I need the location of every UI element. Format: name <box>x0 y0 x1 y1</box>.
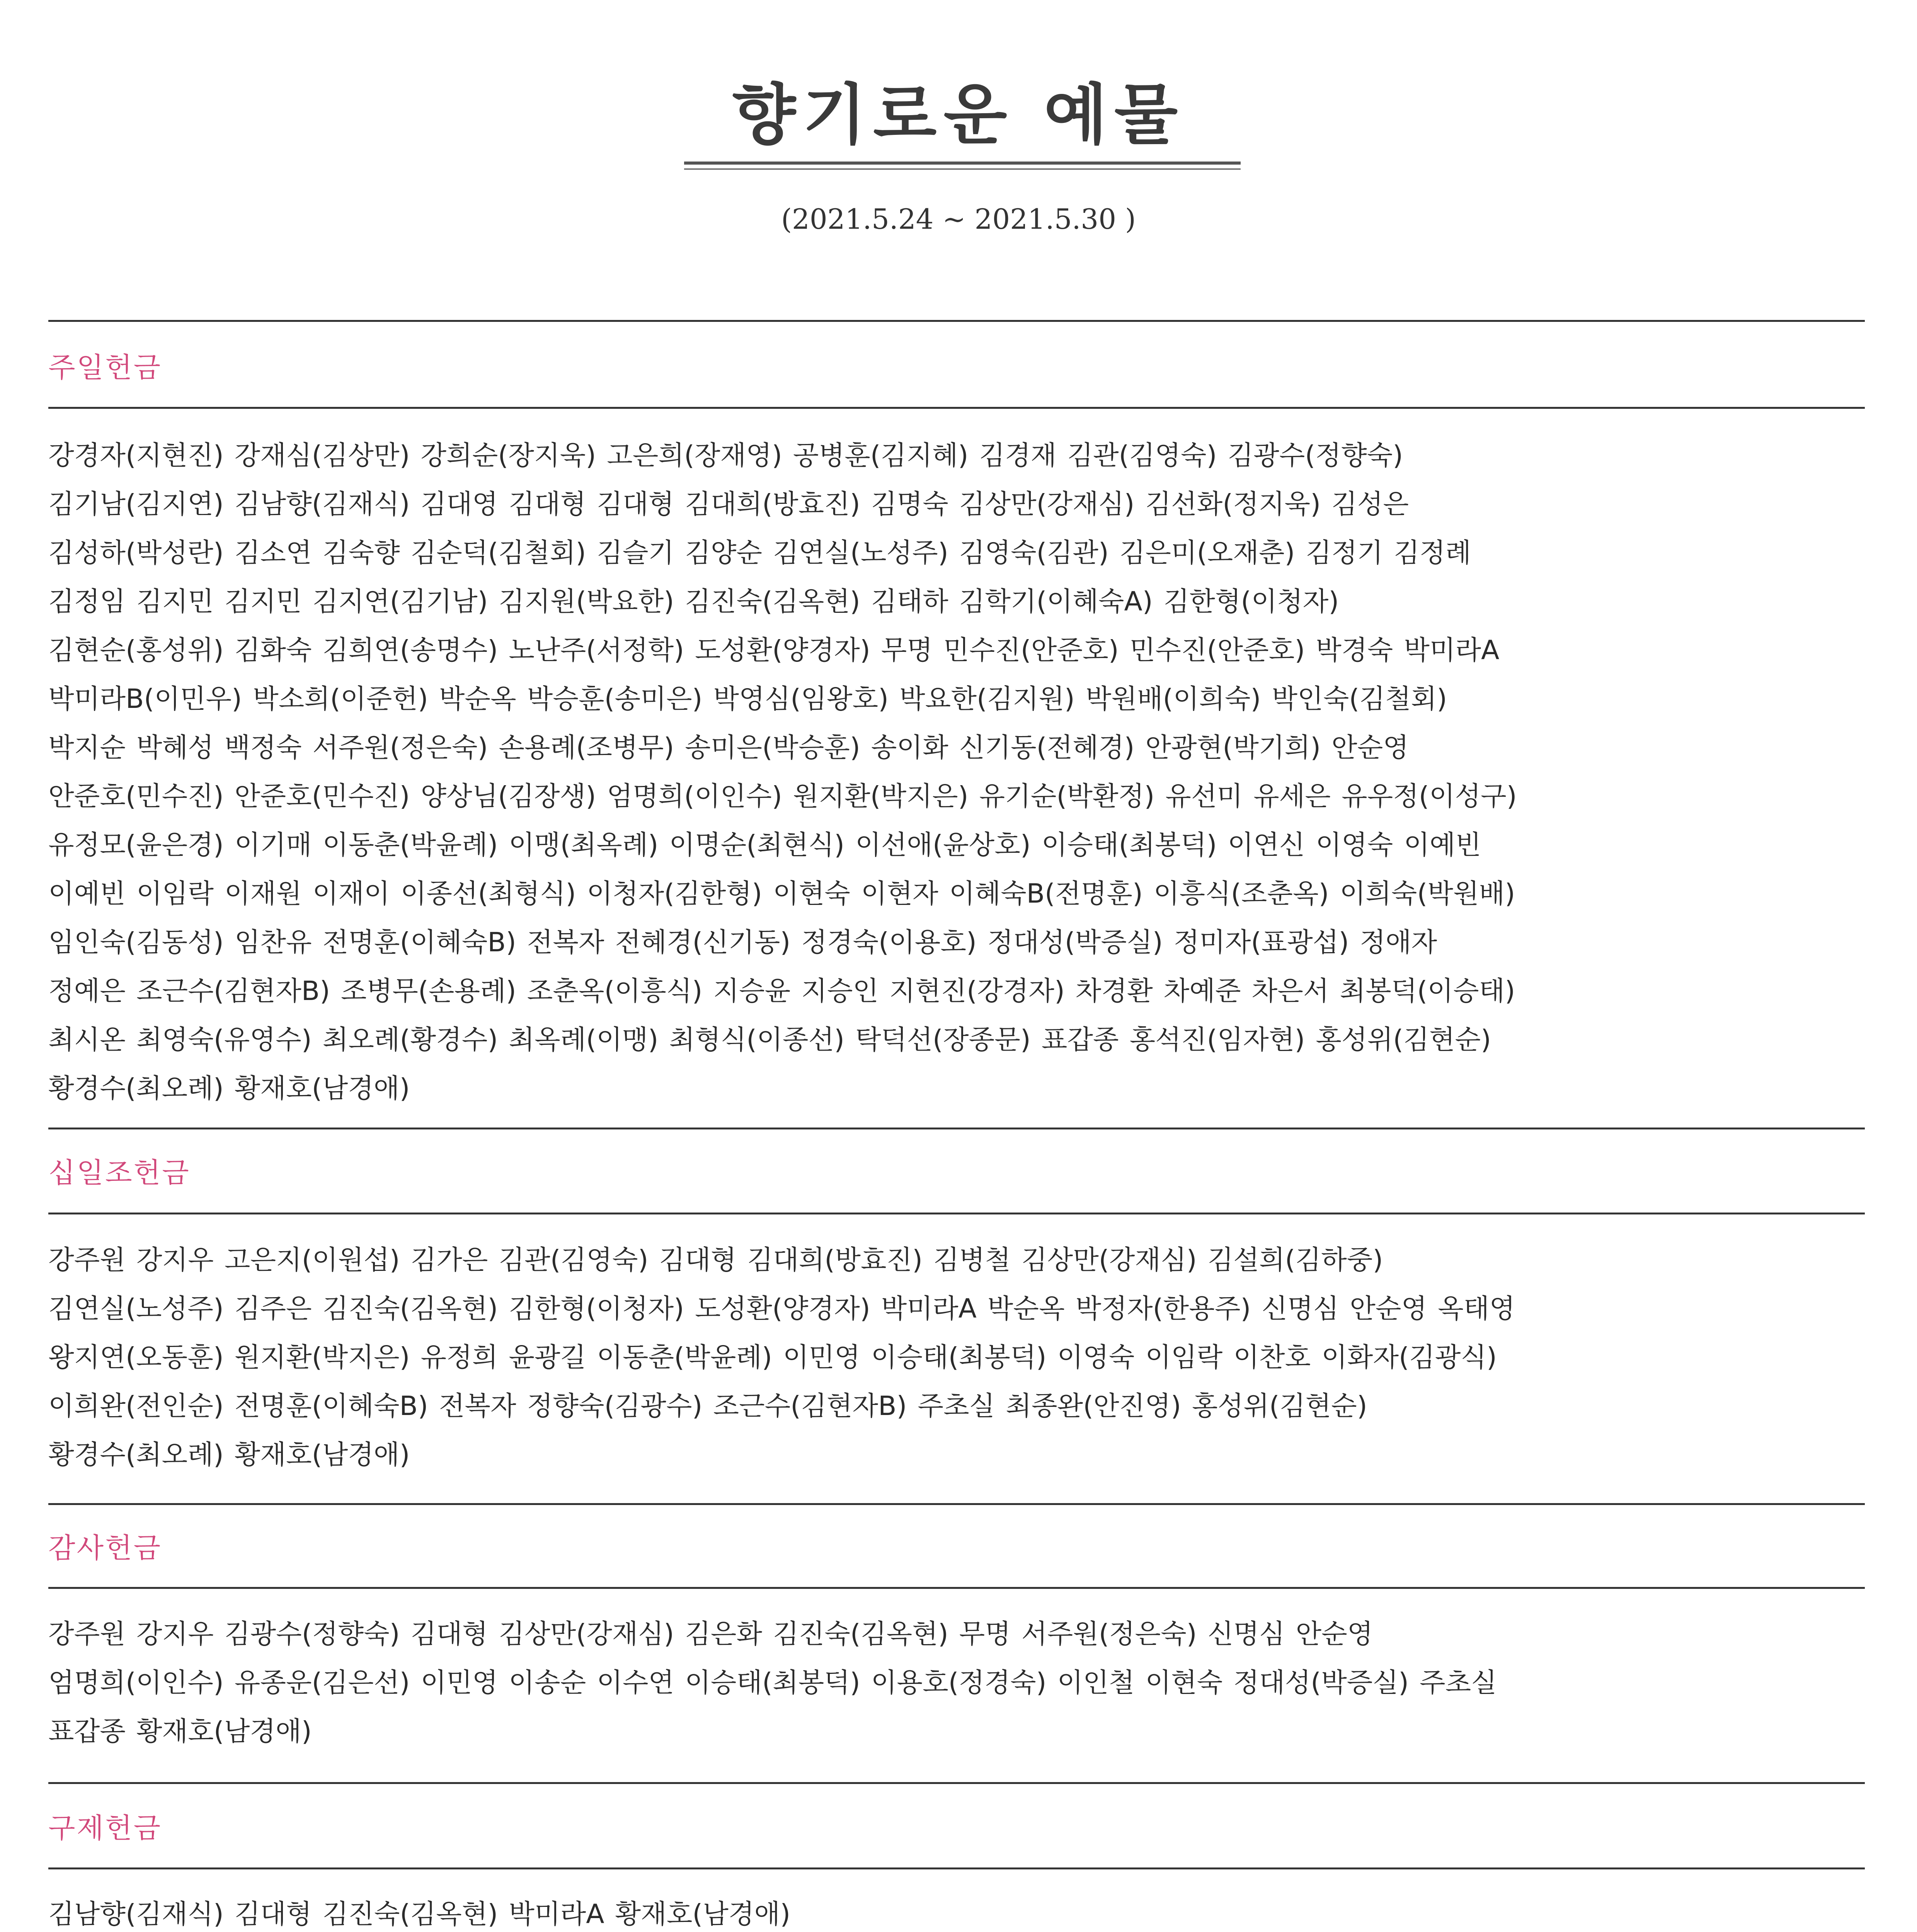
name-line: 최시온 최영숙(유영수) 최오례(황경수) 최옥례(이맹) 최형식(이종선) 탁덕선(장종문) 표갑종 홍석진(임자현) 홍성위(김현순) <box>48 1024 1491 1055</box>
section-names-tithe <box>48 1236 1873 1479</box>
section-label-tithe: 십일조헌금 <box>48 1156 191 1189</box>
section-divider <box>48 1503 1865 1505</box>
name-line: 김성하(박성란) 김소연 김숙향 김순덕(김철회) 김슬기 김양순 김연실(노성주) 김영숙(김관) 김은미(오재춘) 김정기 김정례 <box>48 537 1471 568</box>
period: (2021.5.24 ~ 2021.5.30 ) <box>781 203 1136 235</box>
name-line: 김기남(김지연) 김남향(김재식) 김대영 김대형 김대형 김대희(방효진) 김명숙 김상만(강재심) 김선화(정지욱) 김성은 <box>48 489 1409 520</box>
name-line: 안준호(민수진) 안준호(민수진) 양상님(김장생) 엄명희(이인수) 원지환(박지은) 유기순(박환정) 유선미 유세은 유우정(이성구) <box>48 781 1517 812</box>
name-line: 이예빈 이임락 이재원 이재이 이종선(최형식) 이청자(김한형) 이현숙 이현자 이혜숙B(전명훈) 이흥식(조춘옥) 이희숙(박원배) <box>48 878 1515 909</box>
name-line: 강주원 강지우 김광수(정향숙) 김대형 김상만(강재심) 김은화 김진숙(김옥현) 무명 서주원(정은숙) 신명심 안순영 <box>48 1619 1373 1650</box>
section-divider <box>48 407 1865 409</box>
name-line: 김현순(홍성위) 김화숙 김희연(송명수) 노난주(서정학) 도성환(양경자) 무명 민수진(안준호) 민수진(안준호) 박경숙 박미라A <box>48 635 1500 666</box>
title-underline-thin <box>684 168 1241 170</box>
section-names-sunday <box>48 431 1873 1113</box>
name-line: 이희완(전인순) 전명훈(이혜숙B) 전복자 정향숙(김광수) 조근수(김현자B) 주초실 최종완(안진영) 홍성위(김현순) <box>48 1391 1367 1422</box>
name-line: 유정모(윤은경) 이기매 이동춘(박윤례) 이맹(최옥례) 이명순(최현식) 이선애(윤상호) 이승태(최봉덕) 이연신 이영숙 이예빈 <box>48 830 1481 861</box>
section-label-sunday: 주일헌금 <box>48 351 162 384</box>
section-divider <box>48 1213 1865 1214</box>
name-line: 표갑종 황재호(남경애) <box>48 1716 312 1747</box>
page-title: 향기로운 예물 <box>732 77 1185 153</box>
name-line: 박지순 박혜성 백정숙 서주원(정은숙) 손용례(조병무) 송미은(박승훈) 송이화 신기동(전혜경) 안광현(박기희) 안순영 <box>48 732 1409 763</box>
name-line: 황경수(최오례) 황재호(남경애) <box>48 1073 410 1104</box>
name-line: 김정임 김지민 김지민 김지연(김기남) 김지원(박요한) 김진숙(김옥현) 김태하 김학기(이혜숙A) 김한형(이청자) <box>48 586 1339 617</box>
section-divider <box>48 1782 1865 1784</box>
name-line: 왕지연(오동훈) 원지환(박지은) 유정희 윤광길 이동춘(박윤례) 이민영 이승태(최봉덕) 이영숙 이임락 이찬호 이화자(김광식) <box>48 1342 1497 1373</box>
name-line: 임인숙(김동성) 임찬유 전명훈(이혜숙B) 전복자 전혜경(신기동) 정경숙(이용호) 정대성(박증실) 정미자(표광섭) 정애자 <box>48 927 1437 958</box>
section-divider <box>48 1587 1865 1589</box>
section-label-thanks: 감사헌금 <box>48 1532 162 1564</box>
name-line: 김남향(김재식) 김대형 김진숙(김옥현) 박미라A 황재호(남경애) <box>48 1899 791 1930</box>
section-names-relief <box>48 1890 1873 1932</box>
name-line: 강주원 강지우 고은지(이원섭) 김가은 김관(김영숙) 김대형 김대희(방효진) 김병철 김상만(강재심) 김설희(김하중) <box>48 1245 1383 1276</box>
name-line: 강경자(지현진) 강재심(김상만) 강희순(장지욱) 고은희(장재영) 공병훈(김지혜) 김경재 김관(김영숙) 김광수(정향숙) <box>48 440 1403 471</box>
section-label-relief: 구제헌금 <box>48 1812 162 1844</box>
section-divider <box>48 1867 1865 1869</box>
section-names-thanks <box>48 1610 1873 1756</box>
name-line: 황경수(최오례) 황재호(남경애) <box>48 1439 410 1470</box>
name-line: 정예은 조근수(김현자B) 조병무(손용례) 조춘옥(이흥식) 지승윤 지승인 지현진(강경자) 차경환 차예준 차은서 최봉덕(이승태) <box>48 976 1515 1007</box>
name-line: 엄명희(이인수) 유종운(김은선) 이민영 이송순 이수연 이승태(최봉덕) 이용호(정경숙) 이인철 이현숙 정대성(박증실) 주초실 <box>48 1667 1497 1698</box>
section-divider <box>48 1128 1865 1129</box>
name-line: 박미라B(이민우) 박소희(이준헌) 박순옥 박승훈(송미은) 박영심(임왕호) 박요한(김지원) 박원배(이희숙) 박인숙(김철회) <box>48 684 1447 714</box>
section-divider <box>48 320 1865 322</box>
name-line: 김연실(노성주) 김주은 김진숙(김옥현) 김한형(이청자) 도성환(양경자) 박미라A 박순옥 박정자(한용주) 신명심 안순영 옥태영 <box>48 1293 1515 1324</box>
title-underline <box>684 162 1241 165</box>
